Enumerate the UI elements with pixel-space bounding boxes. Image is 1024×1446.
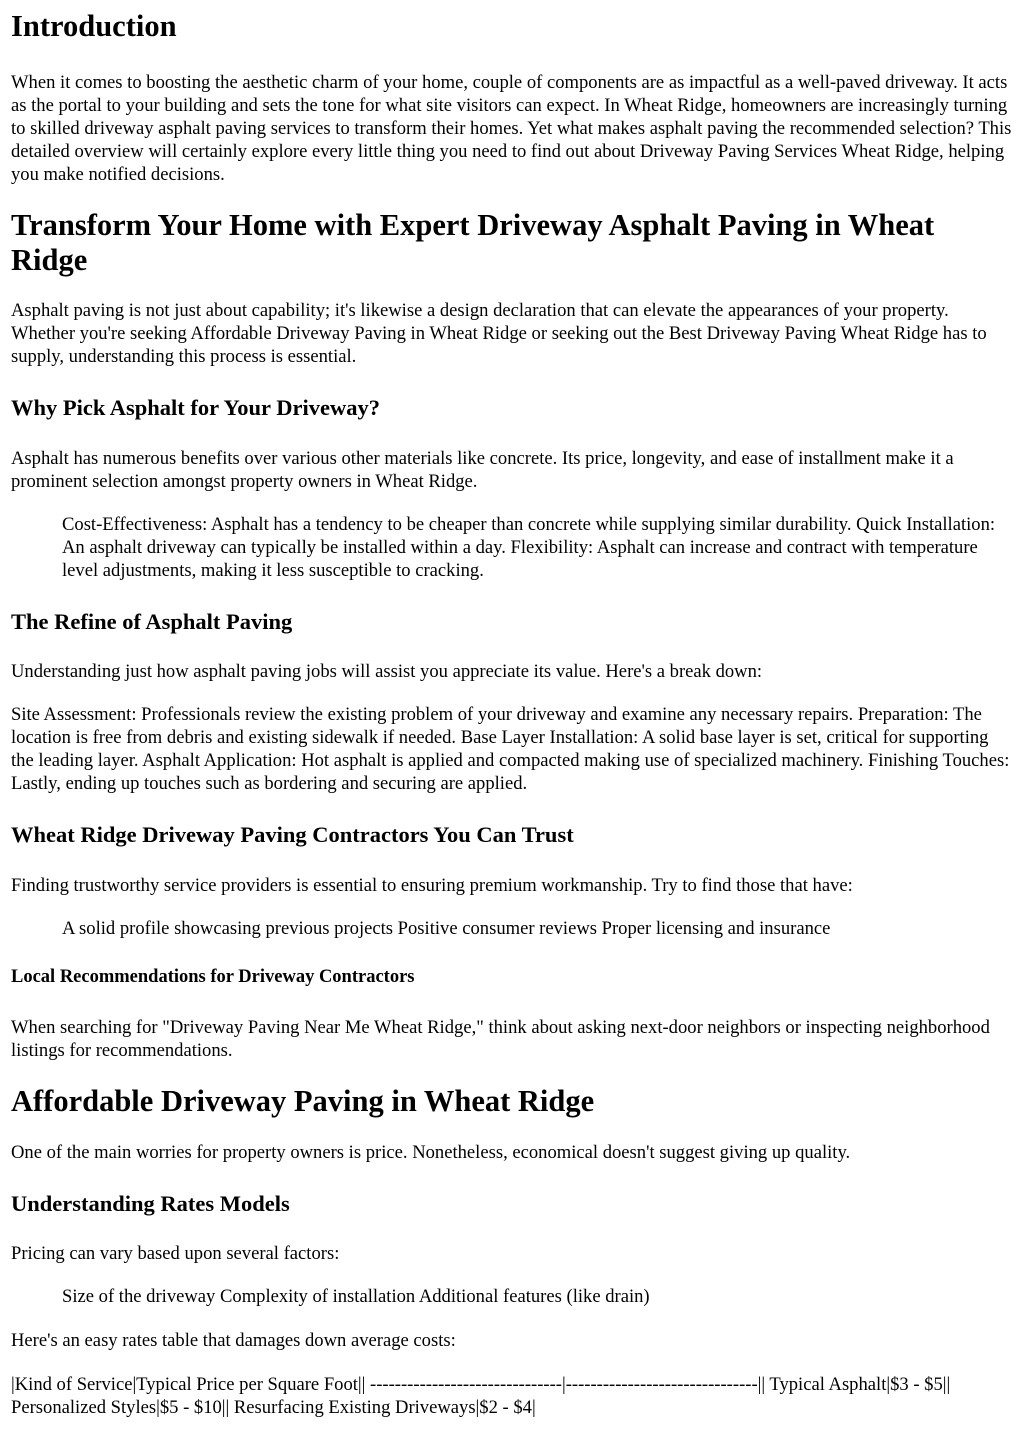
contractors-heading: Wheat Ridge Driveway Paving Contractors You Can Trust <box>11 822 574 847</box>
local-recommendations-heading: Local Recommendations for Driveway Contractors <box>11 967 415 987</box>
article <box>11 0 1013 1419</box>
contractors-paragraph: Finding trustworthy service providers is essential to ensuring premium workmanship. Try to find those that have: <box>11 875 853 896</box>
intro-paragraph: When it comes to boosting the aesthetic charm of your home, couple of components are as impactful as a well-paved driveway. It acts as the portal to your building and sets the tone for what site visitors can expect. In Wheat Ridge, homeowners are increasingly turning to skilled driveway asphalt paving services to transform their homes. Yet what makes asphalt paving the recommended selection? This detailed overview will certainly explore every little thing you need to find out about Driveway Paving Services Wheat Ridge, helping you make notified decisions. <box>11 72 1012 185</box>
rates-table-text: |Kind of Service|Typical Price per Square Foot|| -------------------------------|-------------------------------|| Typical Asphalt|$3 - $5|| Personalized Styles|$5 - $10|| Resurfacing Existing Driveways|$2 - $4| <box>11 1374 951 1418</box>
local-recommendations-paragraph: When searching for "Driveway Paving Near Me Wheat Ridge," think about asking next-door neighbors or inspecting neighborhood listings for recommendations. <box>11 1017 990 1061</box>
why-asphalt-heading: Why Pick Asphalt for Your Driveway? <box>11 395 380 420</box>
benefits-blockquote: Cost-Effectiveness: Asphalt has a tendency to be cheaper than concrete while supplying similar durability. Quick Installation: An asphalt driveway can typically be installed within a day. Flexibility: Asphalt can increase and contract with temperature level adjustments, making it less susceptible to cracking. <box>62 514 996 581</box>
why-asphalt-paragraph: Asphalt has numerous benefits over various other materials like concrete. Its price, longevity, and ease of installment make it a prominent selection amongst property owners in Wheat Ridge. <box>11 448 954 492</box>
process-heading: The Refine of Asphalt Paving <box>11 609 293 634</box>
rates-heading: Understanding Rates Models <box>11 1191 290 1216</box>
process-steps-paragraph: Site Assessment: Professionals review the existing problem of your driveway and examine any necessary repairs. Preparation: The location is free from debris and existing sidewalk if needed. Base Layer Installation: A solid base layer is set, critical for supporting the leading layer. Asphalt Application: Hot asphalt is applied and compacted making use of specialized machinery. Finishing Touches: Lastly, ending up touches such as bordering and securing are applied. <box>11 704 1010 794</box>
qualities-blockquote: A solid profile showcasing previous projects Positive consumer reviews Proper licensing and insurance <box>62 918 831 939</box>
affordable-heading: Affordable Driveway Paving in Wheat Ridge <box>11 1084 595 1118</box>
factors-blockquote: Size of the driveway Complexity of installation Additional features (like drain) <box>62 1286 650 1307</box>
rates-paragraph: Pricing can vary based upon several factors: <box>11 1243 340 1264</box>
intro-heading: Introduction <box>11 9 177 43</box>
rates-table-intro: Here's an easy rates table that damages down average costs: <box>11 1330 456 1351</box>
transform-heading: Transform Your Home with Expert Driveway Asphalt Paving in Wheat Ridge <box>11 208 935 277</box>
affordable-paragraph: One of the main worries for property owners is price. Nonetheless, economical doesn't suggest giving up quality. <box>11 1142 851 1163</box>
process-paragraph: Understanding just how asphalt paving jobs will assist you appreciate its value. Here's a break down: <box>11 661 763 682</box>
transform-paragraph: Asphalt paving is not just about capability; it's likewise a design declaration that can elevate the appearances of your property. Whether you're seeking Affordable Driveway Paving in Wheat Ridge or seeking out the Best Driveway Paving Wheat Ridge has to supply, understanding this process is essential. <box>11 300 987 367</box>
